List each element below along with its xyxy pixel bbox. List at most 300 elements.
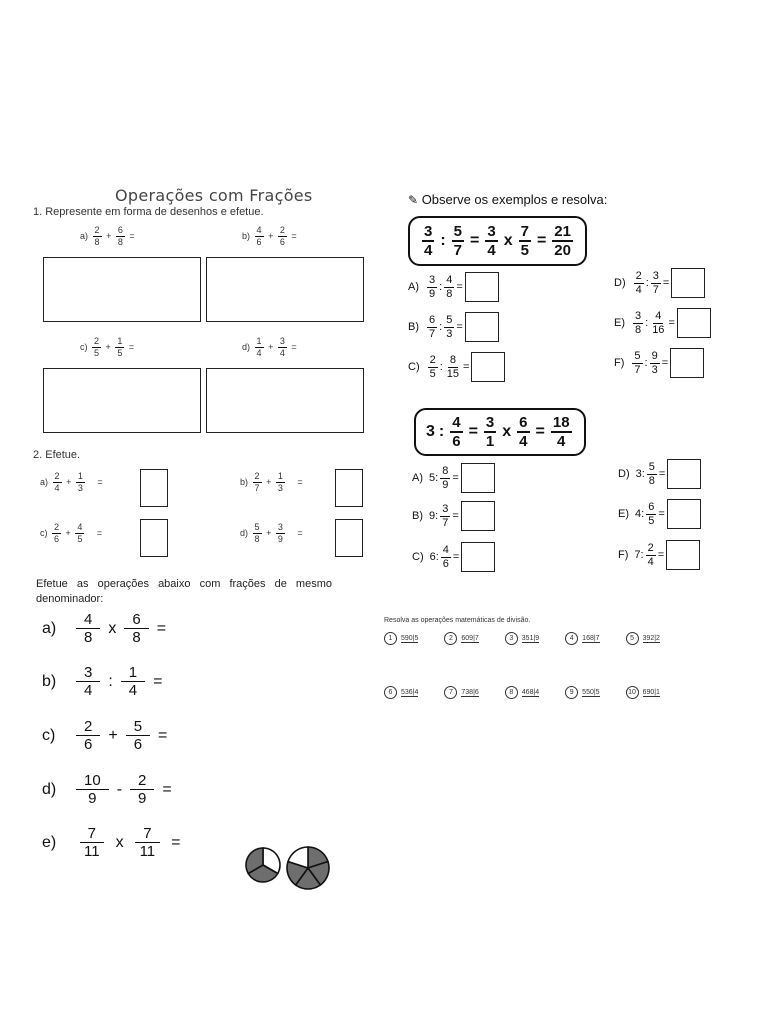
division-expression: 590|5 — [401, 634, 419, 642]
operator: + — [266, 476, 272, 487]
fraction — [276, 472, 285, 493]
fraction — [632, 351, 642, 376]
item-label: b) — [240, 476, 249, 487]
denominator: 5 — [520, 242, 529, 259]
pie-thirds-icon — [246, 848, 280, 882]
answer-box[interactable] — [461, 542, 495, 572]
numerator: 6 — [648, 500, 655, 513]
denominator: 8 — [648, 474, 655, 487]
fraction — [647, 462, 657, 487]
item-label: B) — [412, 510, 423, 522]
operation-d — [42, 773, 176, 806]
denominator: 4 — [84, 682, 93, 699]
fraction — [126, 719, 150, 752]
whole-number: 9 — [429, 510, 436, 522]
item-number-circle: 4 — [565, 632, 578, 645]
numerator: 2 — [429, 353, 436, 366]
answer-box[interactable] — [471, 352, 505, 382]
operator: : — [645, 277, 649, 289]
exercise2-C — [412, 542, 495, 572]
numerator: 3 — [485, 414, 495, 431]
operator: + — [105, 341, 111, 352]
answer-box[interactable] — [667, 459, 701, 489]
operator: + — [268, 341, 274, 352]
item-label: c) — [40, 527, 48, 538]
item-label: c) — [80, 341, 88, 352]
exercise-E — [614, 308, 711, 338]
exercise-C — [408, 352, 505, 382]
equals: = — [158, 726, 168, 744]
fraction — [93, 226, 102, 247]
fraction — [646, 543, 656, 568]
observe-instruction — [408, 192, 607, 207]
item-label: D) — [618, 468, 630, 480]
numerator: 7 — [80, 826, 104, 843]
denominator: 8 — [94, 237, 100, 247]
fraction — [278, 226, 287, 247]
numerator: 1 — [121, 665, 145, 682]
denominator: 6 — [256, 237, 262, 247]
denominator: 7 — [634, 363, 641, 376]
equals: = — [129, 230, 135, 241]
operator: x — [108, 619, 117, 637]
denominator: 9 — [88, 790, 97, 807]
worksheet-title: Operações com Frações — [115, 186, 313, 205]
numerator: 1 — [256, 336, 262, 346]
numerator: 1 — [77, 471, 83, 481]
division-item — [384, 632, 418, 645]
whole-number: 7 — [634, 549, 641, 561]
answer-box[interactable] — [671, 268, 705, 298]
exercise2-F — [618, 540, 700, 570]
fraction — [253, 523, 262, 544]
pie-fifths-icon — [287, 847, 329, 889]
whole-number: 6 — [429, 551, 436, 563]
denominator: 8 — [84, 629, 93, 646]
fraction — [115, 337, 124, 358]
denominator: 1 — [485, 433, 495, 450]
denominator: 9 — [442, 478, 449, 491]
operator: : — [641, 468, 645, 480]
denominator: 7 — [652, 283, 659, 296]
fraction — [440, 504, 450, 529]
denominator: 7 — [254, 483, 260, 493]
denominator: 3 — [651, 363, 658, 376]
fraction — [444, 315, 454, 340]
fraction — [633, 311, 643, 336]
item-label: d) — [240, 527, 249, 538]
equals: = — [452, 472, 459, 484]
operator: : — [440, 232, 446, 249]
denominator: 4 — [54, 483, 60, 493]
exercise-D — [614, 268, 705, 298]
denominator: 11 — [139, 843, 156, 860]
numerator: 2 — [76, 719, 100, 736]
item-number-circle: 9 — [565, 686, 578, 699]
item-label: E) — [614, 317, 625, 329]
drawing-area-a[interactable] — [43, 257, 201, 322]
fraction — [634, 271, 644, 296]
q2-item-a — [40, 472, 103, 493]
numerator: 6 — [124, 612, 148, 629]
equals: = — [468, 423, 478, 440]
answer-box[interactable] — [666, 540, 700, 570]
whole-number: 5 — [429, 472, 436, 484]
item-label: b) — [42, 672, 57, 690]
whole-number: 3 — [635, 468, 642, 480]
denominator: 16 — [652, 323, 665, 336]
division-item — [626, 686, 660, 699]
equals: = — [463, 361, 470, 373]
denominator: 6 — [54, 534, 60, 544]
operator: : — [439, 361, 443, 373]
numerator: 5 — [453, 223, 463, 240]
exercise2-B — [412, 501, 495, 531]
q2-item-d — [240, 523, 303, 544]
equals: = — [291, 230, 297, 241]
numerator: 7 — [135, 826, 159, 843]
operator: + — [66, 476, 72, 487]
q2-item-b — [240, 472, 303, 493]
numerator: 18 — [552, 414, 570, 431]
division-title: Resolva as operações matemáticas de divisão. — [384, 617, 531, 624]
answer-box-q2d[interactable] — [335, 519, 363, 557]
operation-a — [42, 612, 170, 645]
fraction — [76, 612, 100, 645]
operator: x — [115, 833, 124, 851]
same-denominator-instruction: Efetue as operações abaixo com frações de mesmo denominador: — [36, 578, 332, 605]
equals: = — [96, 527, 103, 538]
q1-item-a — [80, 226, 135, 247]
fraction — [52, 523, 61, 544]
numerator: 2 — [54, 471, 60, 481]
item-label: F) — [618, 549, 629, 561]
item-label: d) — [42, 780, 57, 798]
fraction — [485, 224, 497, 258]
fraction — [255, 337, 264, 358]
equals: = — [456, 321, 463, 333]
fraction — [76, 472, 85, 493]
fraction — [130, 773, 154, 806]
numerator: 5 — [446, 313, 453, 326]
equals: = — [156, 619, 167, 637]
equals: = — [291, 341, 297, 352]
item-number-circle: 1 — [384, 632, 397, 645]
q2-item-c — [40, 523, 102, 544]
fraction — [422, 224, 434, 258]
numerator: 3 — [652, 269, 659, 282]
item-label: A) — [412, 472, 423, 484]
division-expression: 468|4 — [521, 688, 540, 696]
denominator: 7 — [429, 327, 436, 340]
item-label: a) — [42, 619, 57, 637]
numerator: 3 — [279, 336, 285, 346]
pencil-icon: ✎ — [408, 193, 419, 207]
fraction — [552, 224, 573, 258]
denominator: 15 — [446, 367, 460, 380]
question-1-heading: 1. Represente em forma de desenhos e efetue. — [33, 206, 264, 218]
operator: + — [108, 726, 118, 744]
equals: = — [470, 232, 480, 249]
fraction — [276, 523, 285, 544]
item-label: c) — [42, 726, 56, 744]
numerator: 2 — [94, 225, 100, 235]
fraction — [519, 224, 531, 258]
fraction — [255, 226, 264, 247]
numerator: 5 — [126, 719, 150, 736]
item-label: d) — [242, 341, 251, 352]
operator: : — [108, 672, 113, 690]
division-item — [626, 632, 660, 645]
denominator: 20 — [554, 242, 571, 259]
whole-number: 4 — [635, 508, 642, 520]
division-row-1 — [384, 632, 660, 645]
item-number-circle: 6 — [384, 686, 397, 699]
numerator: 4 — [452, 414, 461, 431]
item-number-circle: 2 — [444, 632, 457, 645]
fraction — [452, 224, 464, 258]
fraction — [445, 355, 461, 380]
exercise-A — [408, 272, 499, 302]
exercise2-D — [618, 459, 701, 489]
division-item — [505, 686, 539, 699]
denominator: 4 — [128, 682, 138, 699]
operator: + — [266, 527, 272, 538]
numerator: 3 — [487, 223, 496, 240]
denominator: 6 — [442, 557, 449, 570]
numerator: 4 — [76, 612, 100, 629]
numerator: 2 — [254, 471, 260, 481]
fraction — [450, 415, 462, 449]
drawing-area-c[interactable] — [43, 368, 201, 433]
fraction — [124, 612, 148, 645]
equals: = — [668, 317, 675, 329]
numerator: 5 — [254, 522, 260, 532]
numerator: 4 — [446, 273, 453, 286]
division-expression: 351|9 — [521, 634, 540, 642]
division-expression: 609|7 — [461, 634, 479, 642]
equals: = — [128, 341, 135, 352]
numerator: 6 — [519, 414, 528, 431]
instruction-text: Observe os exemplos e resolva: — [421, 192, 608, 207]
fraction — [253, 472, 262, 493]
denominator: 5 — [94, 348, 100, 358]
fraction — [646, 502, 656, 527]
division-item — [505, 632, 539, 645]
exercise2-E — [618, 499, 701, 529]
question-2-heading: 2. Efetue. — [33, 449, 81, 461]
division-item — [384, 686, 418, 699]
denominator: 3 — [446, 327, 453, 340]
denominator: 8 — [446, 287, 453, 300]
answer-box-q2c[interactable] — [140, 519, 168, 557]
q1-item-b — [242, 226, 297, 247]
fraction — [444, 275, 454, 300]
q1-item-c — [80, 337, 134, 358]
denominator: 6 — [279, 237, 285, 247]
division-expression: 536|4 — [401, 688, 419, 696]
equals: = — [297, 527, 303, 538]
numerator: 8 — [449, 353, 456, 366]
denominator: 4 — [279, 348, 285, 358]
division-item — [565, 686, 599, 699]
denominator: 9 — [138, 790, 147, 807]
numerator: 3 — [635, 309, 642, 322]
denominator: 7 — [453, 242, 463, 259]
item-label: F) — [614, 357, 625, 369]
fraction — [484, 415, 496, 449]
item-number-circle: 3 — [505, 632, 518, 645]
q1-item-d — [242, 337, 297, 358]
operation-b — [42, 665, 166, 698]
fraction — [651, 271, 661, 296]
numerator: 4 — [655, 309, 662, 322]
fraction — [116, 226, 125, 247]
equals: = — [452, 551, 460, 563]
numerator: 3 — [442, 502, 449, 515]
fraction — [551, 415, 572, 449]
operator: x — [503, 232, 513, 249]
denominator: 11 — [84, 843, 100, 860]
answer-box[interactable] — [667, 499, 701, 529]
answer-box-q2a[interactable] — [140, 469, 168, 507]
operator: + — [106, 230, 112, 241]
equals: = — [657, 549, 665, 561]
operator: : — [438, 423, 445, 440]
denominator: 5 — [117, 348, 123, 358]
drawing-area-b[interactable] — [206, 257, 364, 322]
denominator: 8 — [254, 534, 260, 544]
answer-box[interactable] — [461, 463, 495, 493]
numerator: 8 — [442, 464, 449, 477]
fraction — [76, 719, 100, 752]
numerator: 10 — [76, 773, 109, 790]
division-expression: 738|6 — [461, 688, 479, 696]
fraction — [53, 472, 62, 493]
item-label: a) — [80, 230, 89, 241]
denominator: 3 — [277, 483, 283, 493]
denominator: 3 — [77, 483, 83, 493]
fraction — [92, 337, 101, 358]
denominator: 6 — [84, 736, 93, 753]
answer-box[interactable] — [670, 348, 704, 378]
operator: - — [116, 780, 123, 798]
fraction — [278, 337, 287, 358]
item-label: B) — [408, 321, 419, 333]
denominator: 4 — [424, 242, 433, 259]
numerator: 5 — [634, 349, 641, 362]
equals: = — [171, 833, 181, 851]
answer-box-q2b[interactable] — [335, 469, 363, 507]
whole-number: 3 — [426, 423, 435, 440]
equals: = — [97, 476, 103, 487]
item-label: E) — [618, 508, 629, 520]
fraction — [132, 826, 164, 859]
fraction — [440, 466, 450, 491]
equals: = — [153, 672, 163, 690]
item-number-circle: 7 — [444, 686, 457, 699]
denominator: 4 — [647, 555, 654, 568]
example-1-box — [408, 216, 587, 266]
operator: + — [65, 527, 71, 538]
drawing-area-d[interactable] — [206, 368, 364, 433]
division-expression: 392|2 — [642, 634, 660, 642]
fraction — [76, 826, 108, 859]
equals: = — [661, 357, 669, 369]
fraction-pies-illustration — [244, 845, 334, 891]
division-item — [444, 686, 478, 699]
numerator: 2 — [94, 336, 100, 346]
denominator: 5 — [77, 534, 83, 544]
division-expression: 690|1 — [642, 688, 660, 696]
numerator: 2 — [130, 773, 154, 790]
item-label: A) — [408, 281, 419, 293]
exercise-F — [614, 348, 704, 378]
item-number-circle: 10 — [626, 686, 639, 699]
numerator: 6 — [429, 313, 436, 326]
equals: = — [535, 423, 545, 440]
item-label: D) — [614, 277, 626, 289]
numerator: 2 — [279, 225, 285, 235]
fraction — [75, 523, 84, 544]
denominator: 4 — [519, 433, 528, 450]
answer-box[interactable] — [677, 308, 711, 338]
numerator: 3 — [277, 522, 283, 532]
division-item — [444, 632, 478, 645]
numerator: 2 — [635, 269, 642, 282]
fraction — [441, 545, 451, 570]
numerator: 1 — [117, 336, 123, 346]
operation-c — [42, 719, 171, 752]
fraction — [517, 415, 529, 449]
answer-box[interactable] — [465, 272, 499, 302]
answer-box[interactable] — [461, 501, 495, 531]
exercise2-A — [412, 463, 495, 493]
equals: = — [452, 510, 459, 522]
fraction — [427, 315, 437, 340]
denominator: 7 — [442, 516, 449, 529]
operator: : — [435, 551, 439, 563]
division-item — [565, 632, 599, 645]
numerator: 7 — [520, 223, 529, 240]
numerator: 2 — [54, 522, 60, 532]
denominator: 9 — [429, 287, 436, 300]
fraction — [76, 665, 100, 698]
denominator: 4 — [557, 433, 566, 450]
operator: : — [435, 510, 439, 522]
division-expression: 550|5 — [582, 688, 600, 696]
denominator: 8 — [117, 237, 123, 247]
operator: : — [641, 508, 645, 520]
numerator: 4 — [442, 543, 449, 556]
numerator: 6 — [117, 225, 123, 235]
equals: = — [162, 780, 172, 798]
operator: + — [268, 230, 274, 241]
answer-box[interactable] — [465, 312, 499, 342]
operator: : — [645, 317, 649, 329]
equals: = — [658, 468, 666, 480]
denominator: 6 — [452, 433, 461, 450]
operator: x — [502, 423, 512, 440]
numerator: 3 — [429, 273, 436, 286]
numerator: 3 — [76, 665, 100, 682]
operator: : — [435, 472, 439, 484]
operator: : — [640, 549, 644, 561]
equals: = — [297, 476, 303, 487]
fraction — [121, 665, 145, 698]
numerator: 9 — [651, 349, 658, 362]
item-label: C) — [408, 361, 420, 373]
